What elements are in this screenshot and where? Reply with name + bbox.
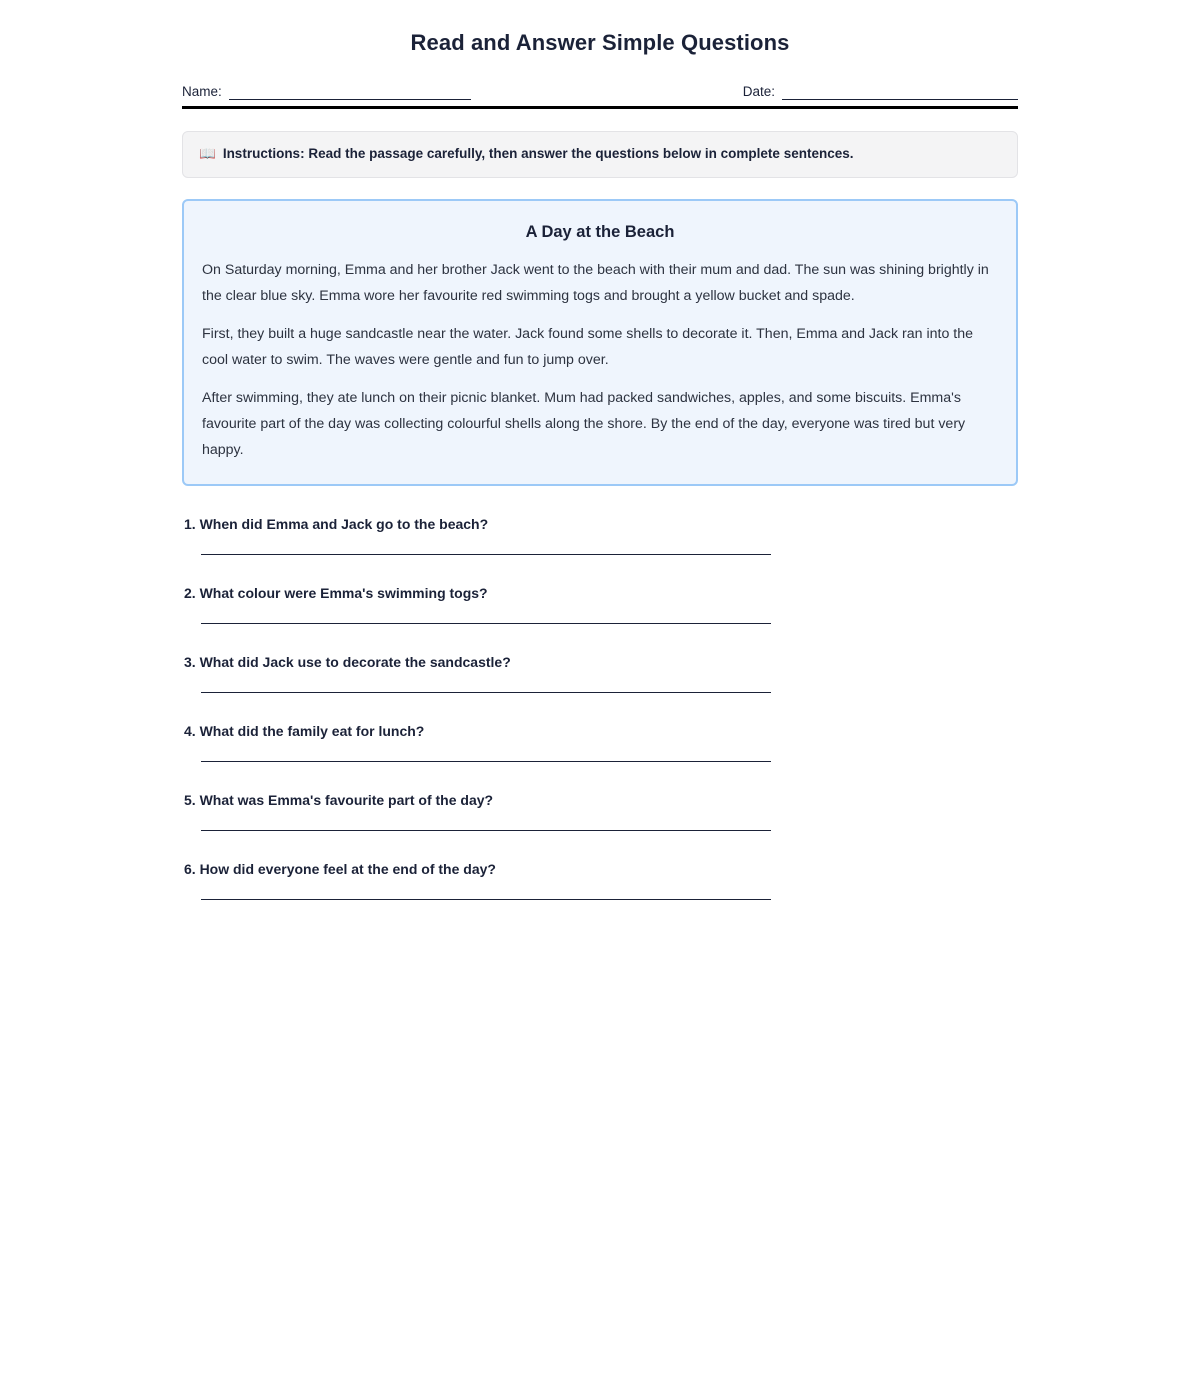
question-item bbox=[184, 515, 1018, 555]
answer-line[interactable] bbox=[201, 553, 771, 555]
question-item bbox=[184, 860, 1018, 900]
answer-line[interactable] bbox=[201, 622, 771, 624]
question-text: 5. What was Emma's favourite part of the day? bbox=[184, 791, 494, 808]
instructions-text: Instructions: Read the passage carefully, then answer the questions below in complete sentences. bbox=[222, 146, 854, 162]
page-title: Read and Answer Simple Questions bbox=[410, 30, 790, 55]
answer-line[interactable] bbox=[201, 898, 771, 900]
worksheet-content bbox=[182, 0, 1018, 900]
question-text: 4. What did the family eat for lunch? bbox=[184, 722, 425, 739]
name-date-row bbox=[182, 84, 1018, 100]
question-text: 6. How did everyone feel at the end of the day? bbox=[184, 860, 496, 877]
name-input-line[interactable] bbox=[229, 85, 471, 100]
name-field-group bbox=[182, 84, 471, 100]
date-label: Date: bbox=[742, 84, 775, 100]
passage-title: A Day at the Beach bbox=[525, 223, 675, 242]
question-item bbox=[184, 791, 1018, 831]
questions-list bbox=[182, 515, 1018, 899]
name-label: Name: bbox=[182, 84, 222, 100]
passage-paragraph: First, they built a huge sandcastle near the water. Jack found some shells to decorate it. Then, Emma and Jack ran into the cool water to swim. The waves were gentle and fun to jump over. bbox=[202, 326, 974, 369]
answer-line[interactable] bbox=[201, 691, 771, 693]
question-text: 3. What did Jack use to decorate the sandcastle? bbox=[184, 653, 511, 670]
question-item bbox=[184, 653, 1018, 693]
question-item bbox=[184, 584, 1018, 624]
answer-line[interactable] bbox=[201, 829, 771, 831]
passage-paragraph: After swimming, they ate lunch on their picnic blanket. Mum had packed sandwiches, apples, and some biscuits. Emma's favourite part of the day was collecting colourful shells along the shore. By the end of the day, everyone was tired but very happy. bbox=[202, 390, 966, 459]
question-item bbox=[184, 722, 1018, 762]
date-field-group bbox=[743, 84, 1018, 100]
open-book-icon: 📖 bbox=[199, 146, 216, 162]
instructions-banner bbox=[182, 131, 1018, 178]
reading-passage-box bbox=[182, 199, 1018, 486]
question-text: 1. When did Emma and Jack go to the beach? bbox=[184, 516, 489, 533]
answer-line[interactable] bbox=[201, 760, 771, 762]
date-input-line[interactable] bbox=[782, 85, 1018, 100]
question-text: 2. What colour were Emma's swimming togs? bbox=[184, 585, 488, 602]
passage-paragraph: On Saturday morning, Emma and her brother Jack went to the beach with their mum and dad. The sun was shining brightly in the clear blue sky. Emma wore her favourite red swimming togs and brought a yellow bucket and spade. bbox=[202, 262, 989, 305]
header-divider bbox=[182, 106, 1018, 109]
